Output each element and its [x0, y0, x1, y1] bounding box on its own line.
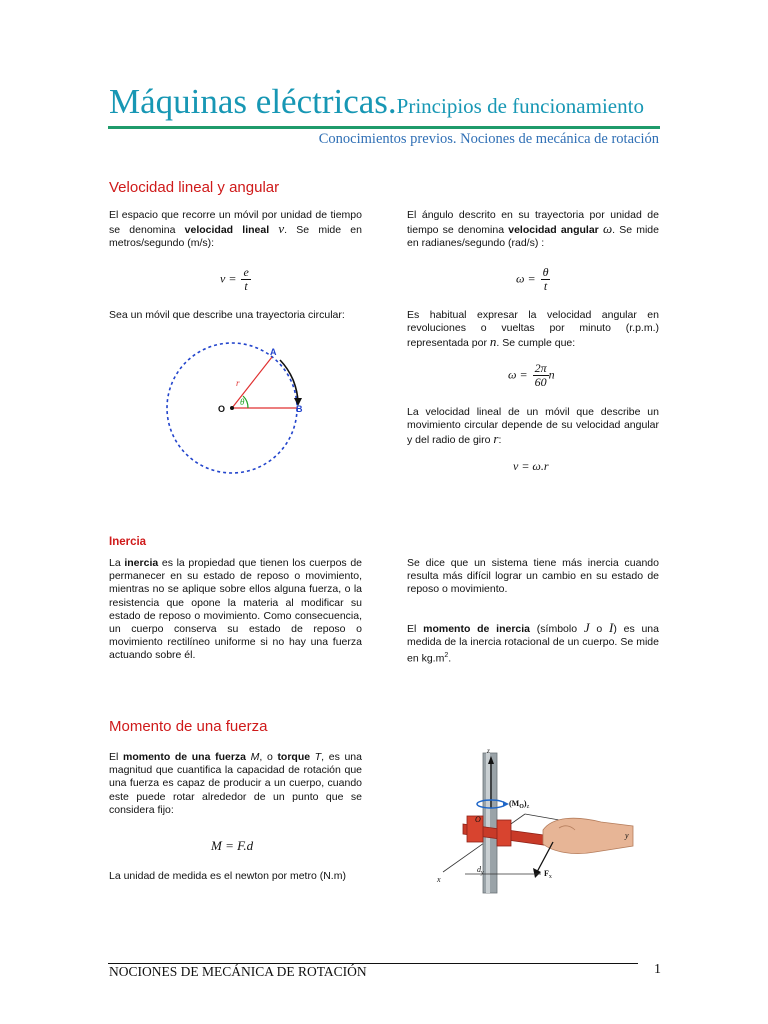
document-subtitle: Conocimientos previos. Nociones de mecánica de rotación [318, 131, 659, 147]
footer-title: NOCIONES DE MECÁNICA DE ROTACIÓN [109, 964, 367, 979]
section-heading-inercia: Inercia [109, 536, 147, 548]
paragraph-velocidad-radio: La velocidad lineal de un móvil que describe un movimiento circular depende de su velocidad angular y del radio de giro r: [407, 406, 659, 447]
label-radius: r [236, 378, 240, 388]
arc-arrow [280, 360, 298, 402]
paragraph-trayectoria: Sea un móvil que describe una trayectoria circular: [109, 309, 345, 321]
label-b: B [296, 404, 303, 414]
label-f: $F_x$ [544, 869, 552, 880]
paragraph-velocidad-angular: El ángulo descrito en su trayectoria por unidad de tiempo se denomina velocidad angular ω. Se mide en radianes/segundo (rad/s) : [407, 209, 659, 250]
section-heading-momento: Momento de una fuerza [109, 718, 268, 735]
torque-figure [425, 748, 640, 898]
label-angle: θ [240, 397, 245, 407]
title-rule [108, 126, 660, 129]
title-main: Máquinas eléctricas. [109, 82, 397, 121]
wrench-jaw-right [497, 820, 511, 846]
paragraph-momento-fuerza: El momento de una fuerza M, o torque T, es una magnitud que cuantifica la capacidad de rotación que una fuerza es capaz de producir a un cuerpo, cuando este puede rotar alrededor de un punto que se considera fijo: [109, 751, 362, 816]
title-sub: Principios de funcionamiento [396, 94, 644, 118]
hand [543, 818, 633, 853]
origin-point [230, 406, 234, 410]
section-heading-velocidad: Velocidad lineal y angular [109, 179, 280, 196]
label-moment: $(M_O)_z$ [509, 799, 530, 810]
formula-rpm: ω = $\frac{2\pi}{60}$ n [508, 361, 555, 389]
paragraph-unidad-torque: La unidad de medida es el newton por metro (N.m) [109, 870, 346, 882]
paragraph-velocidad-lineal: El espacio que recorre un móvil por unidad de tiempo se denomina velocidad lineal v. Se mide en metros/segundo (m/s): [109, 209, 362, 250]
shaft-highlight [486, 753, 490, 893]
label-o: O [475, 815, 481, 824]
label-x: x [437, 875, 441, 884]
label-z: z [487, 748, 490, 755]
force-arrow [537, 842, 553, 872]
force-arrow-head [533, 868, 541, 878]
circular-motion-diagram [160, 340, 320, 480]
label-origin: O [218, 404, 226, 414]
formula-velocidad-angular: ω = $\frac{\theta}{t}$ [516, 265, 549, 293]
paragraph-mas-inercia: Se dice que un sistema tiene más inercia cuando resulta más difícil lograr un cambio en su estado de reposo o movimiento. [407, 557, 659, 596]
paragraph-momento-inercia: El momento de inercia (símbolo J o I) es una medida de la inercia rotacional de un cuerpo. Se mide en $kg.m^2$. [407, 620, 659, 665]
page-number: 1 [654, 962, 661, 977]
formula-v-omega-r: v = ω.r [513, 459, 549, 473]
label-y: y [625, 831, 629, 840]
paragraph-rpm: Es habitual expresar la velocidad angular en revoluciones o vueltas por minuto (r.p.m.) representada por n. Se cumple que: [407, 309, 659, 350]
label-d: $d_y$ [477, 865, 484, 876]
formula-torque: M = F.d [211, 838, 254, 853]
paragraph-inercia: La inercia es la propiedad que tienen los cuerpos de permanecer en su estado de reposo o movimiento, mientras no se aplique sobre ellos alguna fuerza, o la resistencia que opone la materia al modificar su estado de reposo o movimiento. Como consecuencia, un cuerpo conserva su estado de reposo o movimiento rectilíneo uniforme si no hay una fuerza actuando sobre él. [109, 557, 362, 662]
formula-velocidad-lineal: v = $\frac{e}{t}$ [220, 265, 249, 293]
label-a: A [270, 347, 277, 357]
document-title [109, 82, 644, 122]
